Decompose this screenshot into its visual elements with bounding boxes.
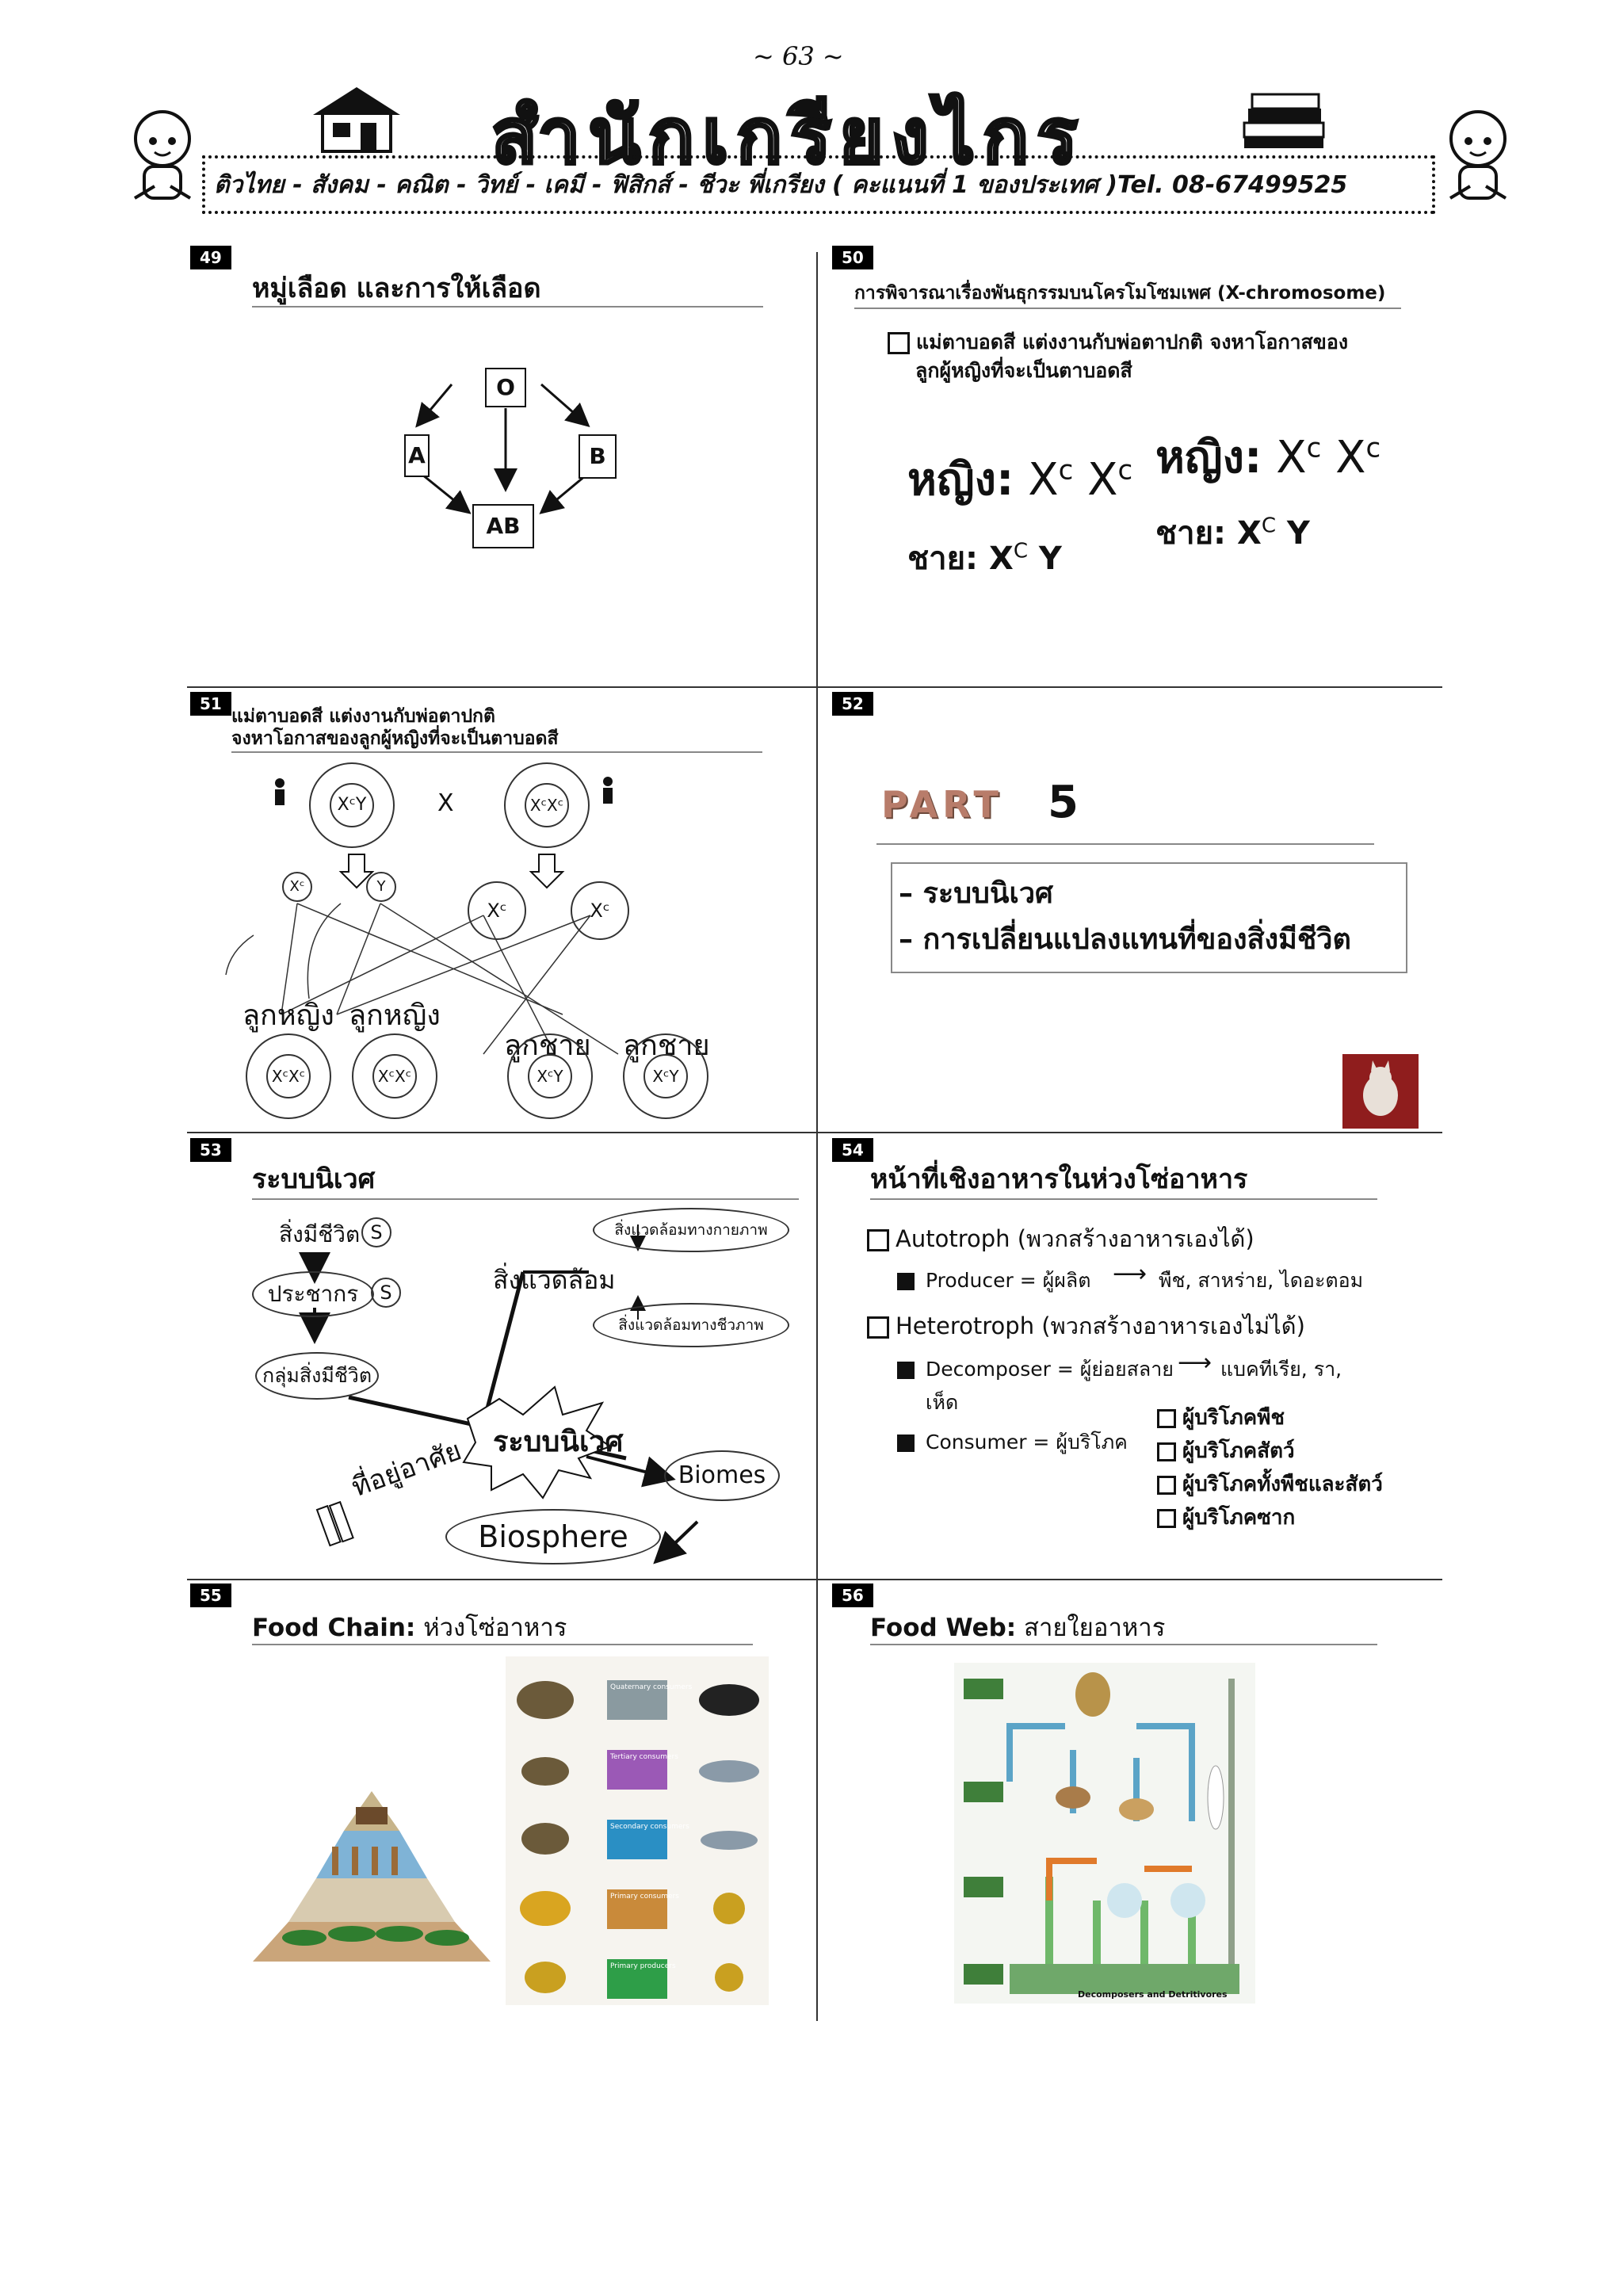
food-web-caption: Decomposers and Detritivores — [1078, 1989, 1228, 2000]
slide-55-title: Food Chain: ห่วงโซ่อาหาร — [252, 1614, 567, 1642]
community-oval: กลุ่มสิ่งมีชีวิต — [255, 1352, 379, 1400]
checkbox-icon — [888, 332, 910, 354]
living-thing-label: สิ่งมีชีวิต — [279, 1221, 361, 1247]
level-primary-consumer-label: Primary consumers — [610, 1893, 679, 1901]
checkbox-icon — [867, 1316, 889, 1339]
ecological-pyramid-illustration — [249, 1783, 495, 1966]
mascot-left-icon — [119, 103, 206, 214]
checkbox-icon — [1157, 1509, 1176, 1528]
producer-examples: พืช, สาหร่าย, ไดอะตอม — [1159, 1269, 1364, 1292]
slide-51-underline — [231, 751, 762, 753]
slide-54-title: หน้าที่เชิงอาหารในห่วงโซ่อาหาร — [870, 1163, 1248, 1195]
female-figure-icon — [603, 777, 613, 804]
mother-genotype: XᶜXᶜ — [525, 783, 569, 827]
biosphere-oval: Biosphere — [445, 1509, 661, 1564]
grid-divider-row2 — [187, 1132, 1442, 1133]
slide-number-54: 54 — [832, 1138, 873, 1162]
bullet-square-icon — [897, 1362, 915, 1379]
level-tertiary-label: Tertiary consumers — [610, 1753, 678, 1761]
blood-type-b: B — [579, 434, 617, 479]
level-secondary-label: Secondary consumers — [610, 1823, 689, 1831]
gamete-xc-mother-1: Xᶜ — [468, 881, 526, 940]
books-icon — [1236, 83, 1331, 155]
slide-number-50: 50 — [832, 246, 873, 269]
slide-54-underline — [870, 1198, 1377, 1200]
bullet-square-icon — [897, 1435, 915, 1452]
grid-divider-row1 — [187, 686, 1442, 688]
house-icon — [305, 83, 408, 155]
physical-environment-oval: สิ่งแวดล้อมทางกายภาพ — [593, 1208, 789, 1252]
slide-53-title: ระบบนิเวศ — [252, 1163, 376, 1195]
part-number: 5 — [1048, 777, 1079, 828]
part-word: PART — [881, 783, 1003, 826]
decomposer-examples-line2: เห็ด — [926, 1391, 959, 1414]
checkbox-icon — [1157, 1409, 1176, 1428]
checkbox-icon — [1157, 1476, 1176, 1495]
decomposer-item: Decomposer = ผู้ย่อยสลาย — [897, 1354, 1174, 1385]
son-label-1: ลูกชาย — [504, 1030, 591, 1062]
slide-number-55: 55 — [190, 1584, 231, 1607]
autotroph-item: Autotroph (พวกสร้างอาหารเองได้) — [867, 1221, 1254, 1257]
level-producer-label: Primary producers — [610, 1962, 676, 1970]
arrow-right-icon: ⟶ — [1113, 1260, 1148, 1288]
slide-53-underline — [252, 1198, 799, 1200]
gamete-y: Y — [366, 872, 396, 902]
population-oval: ประชากร — [252, 1271, 374, 1317]
daughter-label-2: ลูกหญิง — [349, 999, 441, 1032]
slide-56-title: Food Web: สายใยอาหาร — [870, 1614, 1166, 1642]
slide-50-underline — [854, 308, 1401, 309]
slide-49-underline — [252, 306, 763, 308]
decomposer-examples: แบคทีเรีย, รา, — [1220, 1358, 1342, 1381]
grid-divider-vertical — [816, 252, 818, 2021]
slide-56-underline — [870, 1644, 1377, 1645]
consumer-type-omnivore: ผู้บริโภคทั้งพืชและสัตว์ — [1157, 1468, 1383, 1500]
father-genotype: XᶜY — [330, 783, 374, 827]
child-genotype-3: XᶜY — [528, 1054, 572, 1098]
topic-succession: – การเปลี่ยนแปลงแทนที่ของสิ่งมีชีวิต — [899, 923, 1351, 956]
checkbox-icon — [1157, 1442, 1176, 1461]
gamete-xc-mother-2: Xᶜ — [571, 881, 629, 940]
slide-50-question-line2: ลูกผู้หญิงที่จะเป็นตาบอดสี — [915, 359, 1132, 382]
slide-51-question-line2: จงหาโอกาสของลูกผู้หญิงที่จะเป็นตาบอดสี — [231, 728, 559, 749]
cross-symbol: X — [437, 789, 454, 817]
population-s-circle: S — [371, 1278, 401, 1308]
food-chain-levels-illustration — [506, 1656, 769, 2005]
daughter-label-1: ลูกหญิง — [242, 999, 334, 1032]
heterotroph-item: Heterotroph (พวกสร้างอาหารเองไม่ได้) — [867, 1308, 1305, 1344]
slide-number-52: 52 — [832, 692, 873, 716]
child-genotype-1: XᶜXᶜ — [266, 1054, 311, 1098]
ecosystem-label: ระบบนิเวศ — [493, 1426, 624, 1458]
biomes-oval: Biomes — [664, 1450, 780, 1501]
consumer-type-herbivore: ผู้บริโภคพืช — [1157, 1401, 1285, 1434]
slide-number-49: 49 — [190, 246, 231, 269]
checkbox-icon — [867, 1229, 889, 1251]
consumer-type-scavenger: ผู้บริโภคซาก — [1157, 1501, 1295, 1534]
son-label-2: ลูกชาย — [623, 1030, 710, 1062]
slide-number-53: 53 — [190, 1138, 231, 1162]
genotype-male-1: ชาย: $X^C$ Y — [907, 539, 1062, 577]
mascot-right-icon — [1434, 103, 1522, 214]
child-genotype-2: XᶜXᶜ — [372, 1054, 417, 1098]
slide-50-question: แม่ตาบอดสี แต่งงานกับพ่อตาปกติ จงหาโอกาสของ — [888, 327, 1348, 358]
biological-environment-oval: สิ่งแวดล้อมทางชีวภาพ — [593, 1303, 789, 1347]
genotype-female-1: หญิง: $X^c$ $X^c$ — [907, 454, 1133, 506]
male-figure-icon — [275, 778, 285, 805]
habitat-label: ที่อยู่อาศัย — [347, 1435, 466, 1504]
slide-50-title: การพิจารณาเรื่องพันธุกรรมบนโครโมโซมเพศ (X-chromosome) — [854, 283, 1386, 304]
slide-49-title: หมู่เลือด และการให้เลือด — [252, 273, 541, 304]
slide-51-question: แม่ตาบอดสี แต่งงานกับพ่อตาปกติ — [231, 706, 495, 727]
arrow-right-icon: ⟶ — [1178, 1349, 1212, 1377]
slide-52-underline — [876, 843, 1374, 845]
slide-number-56: 56 — [832, 1584, 873, 1607]
food-web-illustration — [954, 1663, 1255, 2004]
topic-ecosystem: – ระบบนิเวศ — [899, 877, 1053, 910]
consumer-item: Consumer = ผู้บริโภค — [897, 1427, 1128, 1458]
blood-type-ab: AB — [472, 504, 534, 548]
consumer-type-carnivore: ผู้บริโภคสัตว์ — [1157, 1435, 1295, 1467]
genotype-female-2: หญิง: $X^c$ $X^c$ — [1155, 432, 1381, 483]
living-s-circle: S — [361, 1217, 391, 1247]
page-number: ~ 63 ~ — [753, 41, 844, 71]
bullet-square-icon — [897, 1273, 915, 1290]
cat-photo-icon — [1342, 1054, 1419, 1129]
slide-number-51: 51 — [190, 692, 231, 716]
blood-type-o: O — [485, 368, 526, 407]
environment-label: สิ่งแวดล้อม — [493, 1265, 616, 1295]
level-quaternary-label: Quaternary consumers — [610, 1683, 693, 1691]
grid-divider-row3 — [187, 1579, 1442, 1580]
gamete-xc-father: Xᶜ — [282, 872, 312, 902]
slide-55-underline — [252, 1644, 753, 1645]
tagline: ติวไทย - สังคม - คณิต - วิทย์ - เคมี - ฟิสิกส์ - ชีวะ พี่เกรียง ( คะแนนที่ 1 ของประเทศ )Tel. 08-67499525 — [214, 171, 1348, 199]
blood-type-a: A — [404, 434, 430, 477]
genotype-male-2: ชาย: $X^C$ Y — [1155, 514, 1310, 552]
brand-title: สำนักเกรียงไกร — [491, 92, 1086, 181]
producer-item: Producer = ผู้ผลิต — [897, 1265, 1090, 1297]
child-genotype-4: XᶜY — [643, 1054, 688, 1098]
